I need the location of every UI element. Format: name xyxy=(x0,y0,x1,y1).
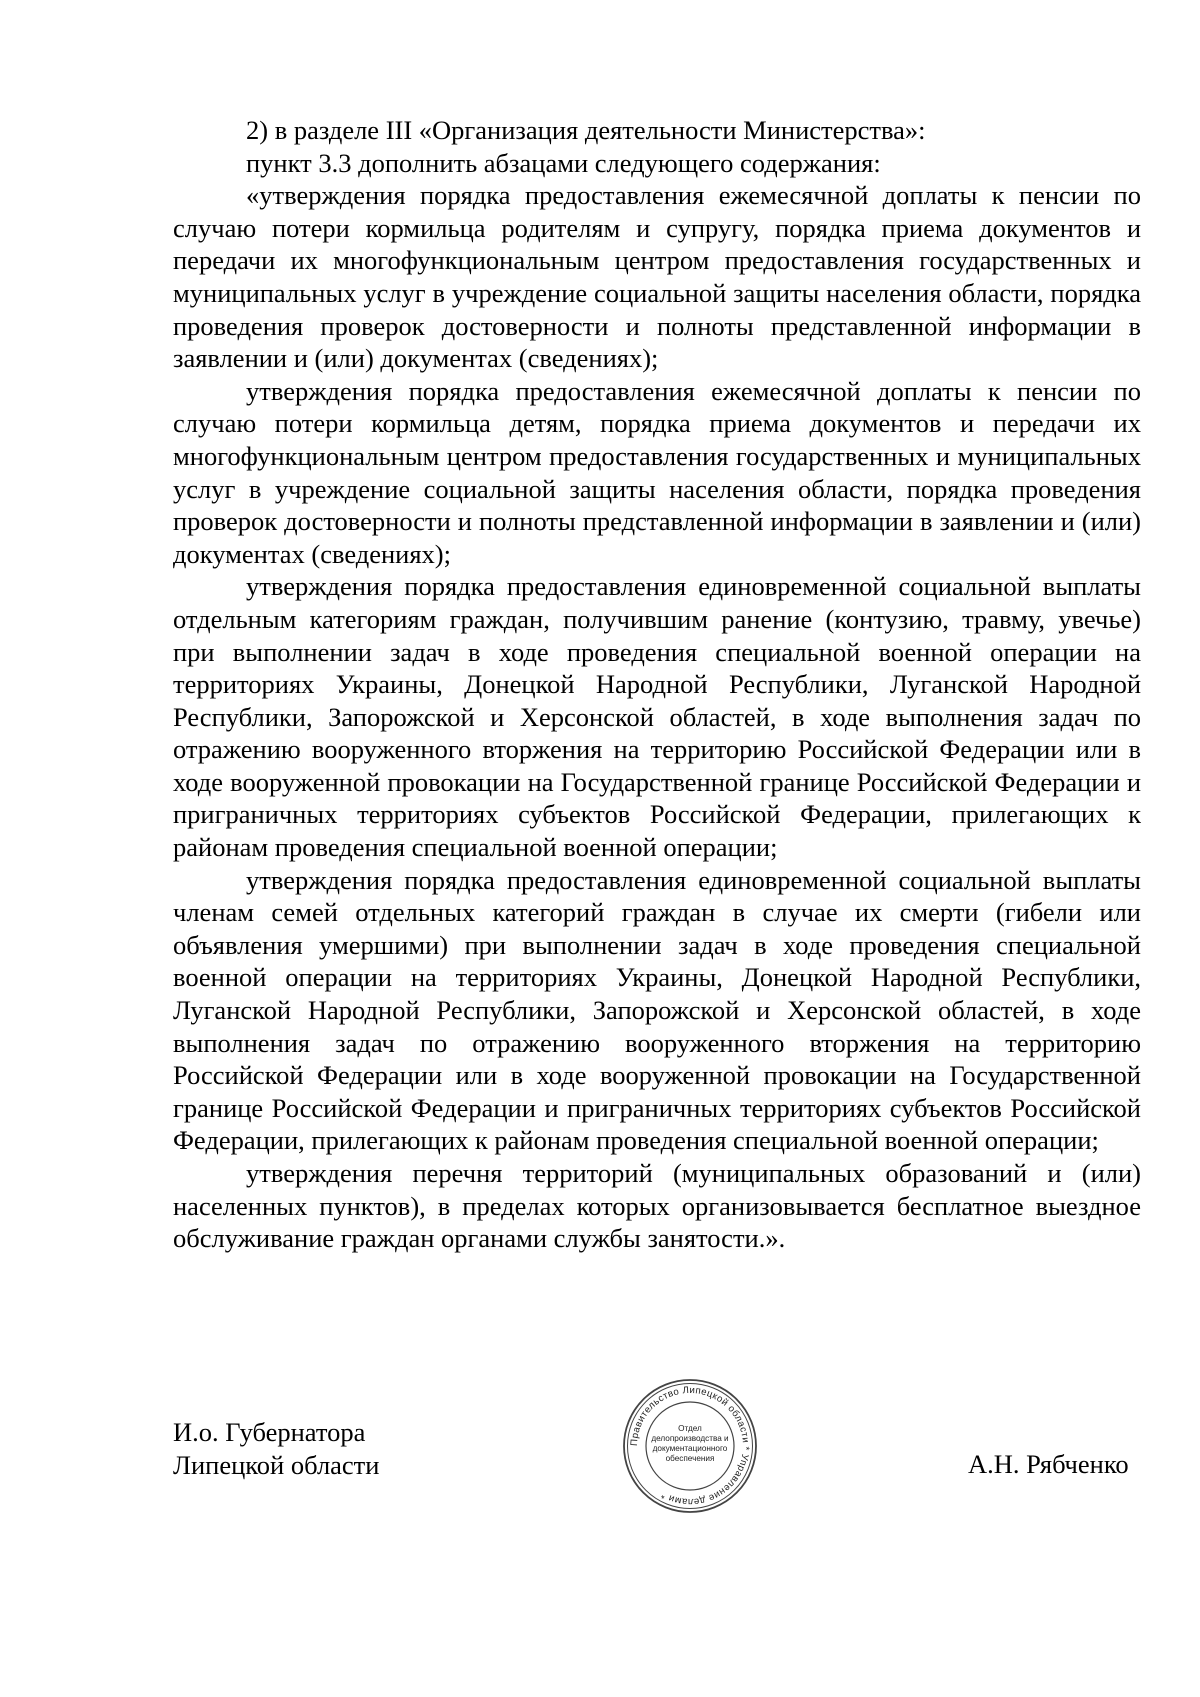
paragraph-item: утверждения порядка предоставления ежемесячной доплаты к пенсии по случаю потери кормильца детям, порядка приема документов и передачи их многофункциональным центром предоставления государственных и муниципальных услуг в учреждение социальной защиты населения области, порядка проведения проверок достоверности и полноты представленной информации в заявлении и (или) документах (сведениях); xyxy=(173,375,1141,569)
stamp-seal xyxy=(622,1378,758,1514)
paragraph-amendment-intro: пункт 3.3 дополнить абзацами следующего содержания: xyxy=(246,147,881,178)
paragraph-item: утверждения порядка предоставления единовременной социальной выплаты отдельным категориям граждан, получившим ранение (контузию, травму, увечье) при выполнении задач в ходе проведения специальной военной операции на территориях Украины, Донецкой Народной Республики, Луганской Народной Республики, Запорожской и Херсонской областей, в ходе выполнения задач по отражению вооруженного вторжения на территорию Российской Федерации или в ходе вооруженной провокации на Государственной границе Российской Федерации и приграничных территориях субъектов Российской Федерации, прилегающих к районам проведения специальной военной операции; xyxy=(173,571,1141,863)
signatory-name: А.Н. Рябченко xyxy=(968,1449,1129,1479)
paragraph-item: «утверждения порядка предоставления ежемесячной доплаты к пенсии по случаю потери кормильца родителям и супругу, порядка приема документов и передачи их многофункциональным центром предоставления государственных и муниципальных услуг в учреждение социальной защиты населения области, порядка проведения проверок достоверности и полноты представленной информации в заявлении и (или) документах (сведениях); xyxy=(173,180,1141,374)
svg-text:документационного: документационного xyxy=(652,1444,728,1453)
paragraph-item: утверждения порядка предоставления единовременной социальной выплаты членам семей отдельных категорий граждан в случае их смерти (гибели или объявления умершими) при выполнении задач в ходе проведения специальной военной операции на территориях Украины, Донецкой Народной Республики, Луганской Народной Республики, Запорожской и Херсонской областей, в ходе выполнения задач по отражению вооруженного вторжения на территорию Российской Федерации или в ходе вооруженной провокации на Государственной границе Российской Федерации и приграничных территориях субъектов Российской Федерации, прилегающих к районам проведения специальной военной операции; xyxy=(173,864,1141,1156)
document-body xyxy=(173,114,1141,1255)
paragraph-item: утверждения перечня территорий (муниципальных образований и (или) населенных пунктов), в пределах которых организовывается бесплатное выездное обслуживание граждан органами службы занятости.». xyxy=(173,1158,1141,1254)
svg-text:Правительство Липецкой области: Правительство Липецкой области * Управление делами * xyxy=(628,1384,752,1508)
paragraph-section-heading: 2) в разделе III «Организация деятельности Министерства»: xyxy=(246,115,926,145)
signatory-position-line: И.о. Губернатора xyxy=(173,1417,366,1447)
svg-text:Отдел: Отдел xyxy=(678,1424,702,1433)
svg-text:делопроизводства и: делопроизводства и xyxy=(651,1434,729,1443)
svg-text:обеспечения: обеспечения xyxy=(665,1454,715,1463)
signatory-position-line: Липецкой области xyxy=(173,1449,380,1480)
signatory-position xyxy=(173,1416,379,1481)
